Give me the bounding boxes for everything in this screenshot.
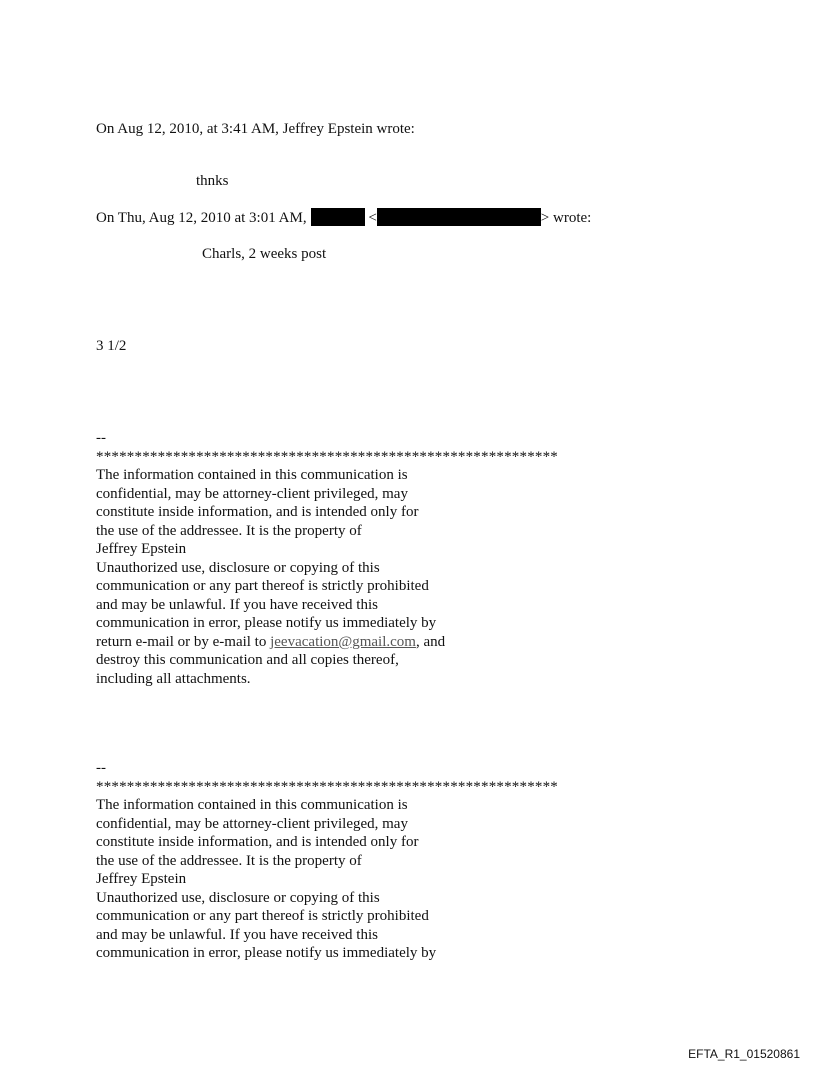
return-line-suffix: , and xyxy=(415,633,446,650)
disclaimer-line: the use of the addressee. It is the property of xyxy=(96,852,362,869)
disclaimer-line: confidential, may be attorney-client privileged, may xyxy=(96,815,408,832)
return-line-prefix: return e-mail or by e-mail to xyxy=(96,633,271,650)
disclaimer-line: including all attachments. xyxy=(96,670,251,687)
inner-header-lt: < xyxy=(368,210,377,226)
disclaimer-block xyxy=(96,759,558,963)
disclaimer-line: communication or any part thereof is strictly prohibited xyxy=(96,578,429,594)
quote-header: On Aug 12, 2010, at 3:41 AM, Jeffrey Epstein wrote: xyxy=(96,121,415,137)
inner-header-prefix: On Thu, Aug 12, 2010 at 3:01 AM, xyxy=(96,210,307,226)
inner-header-suffix: > wrote: xyxy=(540,210,592,226)
disclaimer-line: The information contained in this communication is xyxy=(96,467,408,483)
inner-header xyxy=(96,208,591,227)
star-separator: ************************************************************ xyxy=(96,778,558,795)
disclaimer-line: communication in error, please notify us immediately by xyxy=(96,945,437,961)
disclaimer-line: and may be unlawful. If you have received this xyxy=(96,926,378,943)
disclaimer-line: Unauthorized use, disclosure or copying of this xyxy=(96,559,380,576)
disclaimer-line: Jeffrey Epstein xyxy=(96,541,187,557)
inner-note: 3 1/2 xyxy=(96,338,127,354)
disclaimer-line: the use of the addressee. It is the property of xyxy=(96,522,362,539)
disclaimer-line: Unauthorized use, disclosure or copying of this xyxy=(96,889,380,906)
disclaimer-line: communication in error, please notify us immediately by xyxy=(96,615,437,631)
signature-dashes: -- xyxy=(96,760,106,776)
disclaimer-block xyxy=(96,429,558,688)
disclaimer-line: constitute inside information, and is intended only for xyxy=(96,834,419,850)
star-separator: ************************************************************ xyxy=(96,448,558,465)
document-id: EFTA_R1_01520861 xyxy=(688,1047,800,1061)
disclaimer-line: Jeffrey Epstein xyxy=(96,871,187,887)
disclaimer-line: and may be unlawful. If you have received this xyxy=(96,596,378,613)
email-link[interactable]: jeevacation@gmail.com xyxy=(270,633,416,650)
reply-body: thnks xyxy=(196,173,229,189)
disclaimer-line: constitute inside information, and is intended only for xyxy=(96,504,419,520)
signature-dashes: -- xyxy=(96,430,106,446)
disclaimer-line: destroy this communication and all copies thereof, xyxy=(96,652,399,668)
disclaimer-line: confidential, may be attorney-client privileged, may xyxy=(96,485,408,502)
redaction-box xyxy=(377,208,541,226)
redaction-box xyxy=(311,208,365,226)
disclaimer-line: The information contained in this communication is xyxy=(96,797,408,813)
inner-body: Charls, 2 weeks post xyxy=(202,246,327,262)
disclaimer-line: communication or any part thereof is strictly prohibited xyxy=(96,908,429,924)
disclaimer-line xyxy=(96,633,558,652)
